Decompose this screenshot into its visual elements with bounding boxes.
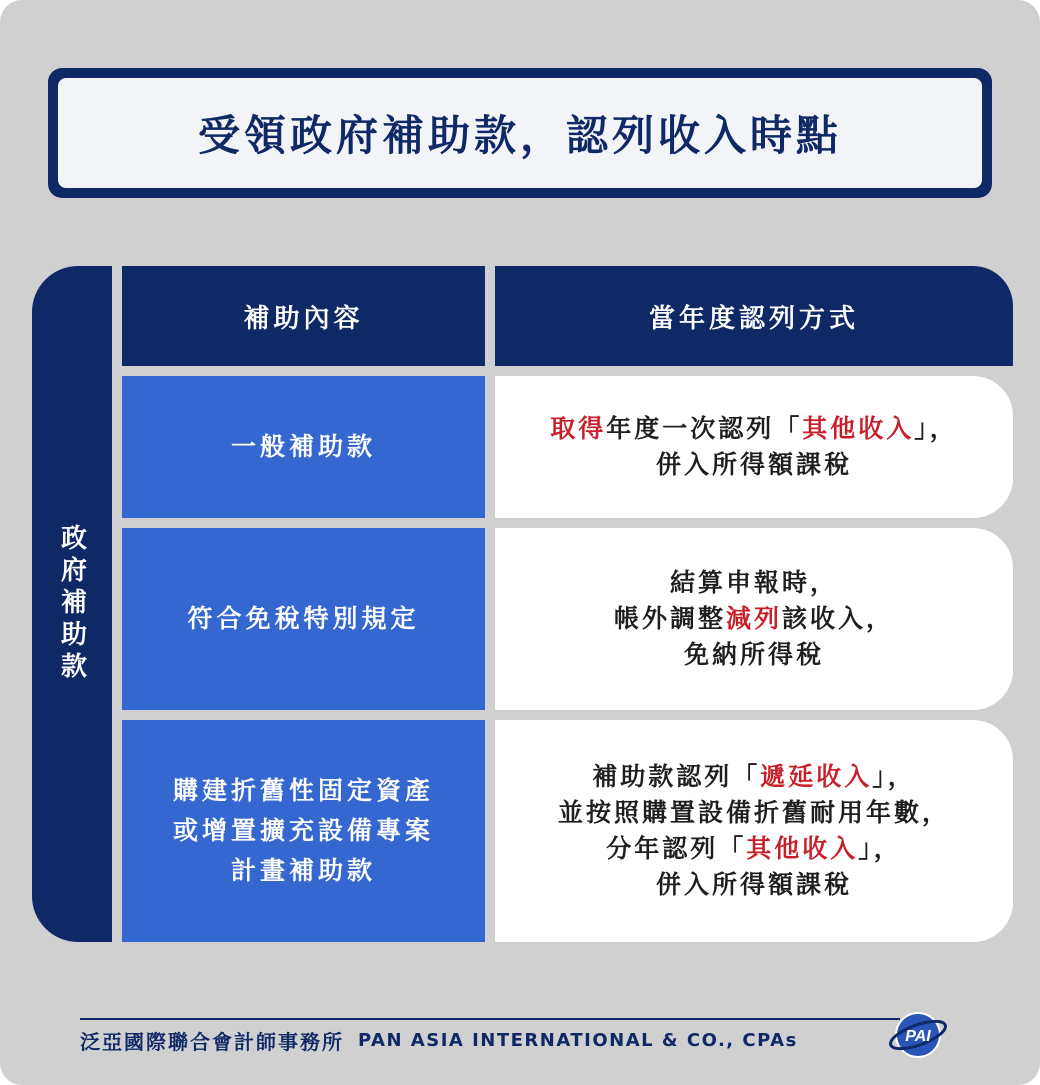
content-line: 或增置擴充設備專案 xyxy=(172,816,434,845)
side-label xyxy=(32,266,112,942)
header-content xyxy=(122,266,485,366)
method-segment: 併入所得額課稅 xyxy=(655,870,852,900)
footer-company-cn: 泛亞國際聯合會計師事務所 xyxy=(80,1029,344,1054)
title-frame xyxy=(56,76,984,190)
content-line: 一般補助款 xyxy=(230,432,376,461)
footer xyxy=(80,1024,798,1056)
method-line xyxy=(558,795,950,831)
content-text xyxy=(231,427,376,467)
highlighted-term: 取得 xyxy=(550,413,607,443)
method-segment: 結算申報時， xyxy=(669,567,838,597)
method-segment: 」， xyxy=(858,834,902,863)
method-line xyxy=(558,867,950,903)
pai-logo-icon xyxy=(887,1008,949,1060)
footer-divider xyxy=(80,1018,900,1020)
method-line xyxy=(614,601,894,637)
footer-company-en: PAN ASIA INTERNATIONAL & CO., CPAs xyxy=(358,1029,798,1051)
content-cell-tax-exempt xyxy=(122,528,485,710)
method-line xyxy=(614,565,894,601)
method-line xyxy=(550,411,958,447)
content-line: 購建折舊性固定資產 xyxy=(172,776,434,805)
header-method-label: 當年度認列方式 xyxy=(648,303,859,334)
method-line xyxy=(614,637,894,673)
content-line: 計畫補助款 xyxy=(230,856,376,885)
highlighted-term: 其他收入 xyxy=(746,834,859,863)
title-banner xyxy=(48,68,992,198)
method-segment: 分年認列「 xyxy=(606,834,747,863)
method-text xyxy=(550,411,958,484)
method-segment: 」， xyxy=(914,413,958,443)
method-line xyxy=(558,831,950,867)
highlighted-term: 減列 xyxy=(725,603,782,633)
method-segment: 免納所得稅 xyxy=(683,640,824,670)
method-line xyxy=(558,759,950,795)
side-label-text: 政府補助款 xyxy=(56,524,87,684)
header-method xyxy=(495,266,1013,366)
method-segment: 並按照購置設備折舊耐用年數， xyxy=(557,797,950,827)
method-segment: 補助款認列「 xyxy=(592,761,761,791)
highlighted-term: 其他收入 xyxy=(802,413,915,443)
highlighted-term: 遞延收入 xyxy=(760,761,873,791)
content-cell-general xyxy=(122,376,485,518)
content-text xyxy=(187,599,419,639)
method-segment: 該收入， xyxy=(782,603,895,633)
page-title: 受領政府補助款，認列收入時點 xyxy=(197,111,842,160)
content-cell-fixed-asset xyxy=(122,720,485,942)
method-line xyxy=(550,447,958,483)
method-text xyxy=(614,565,894,674)
logo-text: PAI xyxy=(905,1028,931,1045)
method-segment: 併入所得額課稅 xyxy=(655,450,852,479)
content-line: 符合免稅特別規定 xyxy=(187,604,420,633)
method-segment: 帳外調整 xyxy=(613,603,726,633)
content-text xyxy=(173,771,434,891)
header-content-label: 補助內容 xyxy=(243,303,364,334)
method-segment: 」， xyxy=(872,761,916,791)
method-segment: 年度一次認列「 xyxy=(606,413,803,443)
method-cell-fixed-asset xyxy=(495,720,1013,942)
method-cell-general xyxy=(495,376,1013,518)
method-cell-tax-exempt xyxy=(495,528,1013,710)
method-text xyxy=(558,759,950,904)
